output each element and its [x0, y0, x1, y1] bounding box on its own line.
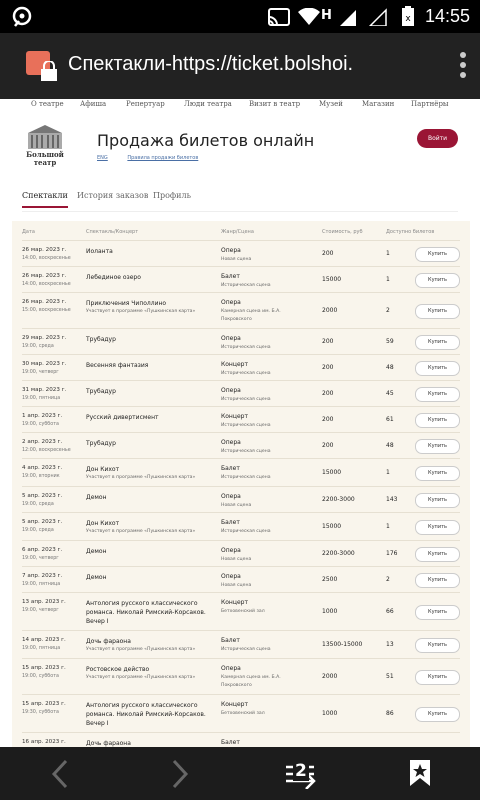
row-time: 15:00, воскресенье [22, 308, 71, 313]
col-price: Стоимость, руб [322, 229, 363, 235]
back-icon[interactable] [50, 759, 70, 789]
row-date: 2 апр. 2023 г. [22, 439, 63, 445]
lock-icon [40, 61, 58, 81]
row-date: 15 апр. 2023 г. [22, 665, 66, 671]
clock: 14:55 [424, 6, 470, 26]
row-genre: Опера [221, 387, 241, 394]
buy-button[interactable]: Купить [415, 335, 460, 350]
row-title: Трубадур [86, 440, 116, 447]
nav-link[interactable]: Партнёры [411, 100, 449, 108]
row-pushkin-note: Участвует в программе «Пушкинская карта» [86, 675, 196, 680]
row-venue: Историческая сцена [221, 475, 271, 480]
row-price: 2000 [322, 673, 338, 680]
buy-button[interactable]: Купить [415, 573, 460, 588]
table-row [22, 406, 460, 433]
row-genre: Опера [221, 299, 241, 306]
buy-button[interactable]: Купить [415, 670, 460, 685]
row-pushkin-note: Участвует в программе «Пушкинская карта» [86, 529, 196, 534]
row-title: Приключения Чиполлино [86, 300, 167, 307]
browser-title-bar [0, 33, 480, 99]
row-available: 1 [386, 276, 390, 283]
row-time: 19:00, четверг [22, 556, 59, 561]
lang-link[interactable]: ENG [97, 155, 108, 161]
row-genre: Концерт [221, 701, 248, 708]
row-date: 7 апр. 2023 г. [22, 573, 63, 579]
row-time: 14:00, воскресенье [22, 256, 71, 261]
col-available: Доступно билетов [386, 229, 435, 235]
row-title: Трубадур [86, 388, 116, 395]
row-price: 15000 [322, 523, 342, 530]
buy-button[interactable]: Купить [415, 273, 460, 288]
row-available: 2 [386, 576, 390, 583]
row-time: 19:00, пятница [22, 396, 61, 401]
buy-button[interactable]: Купить [415, 466, 460, 481]
row-price: 2200-3000 [322, 496, 355, 503]
row-title: Дон Кихот [86, 466, 120, 473]
row-time: 12:00, воскресенье [22, 448, 71, 453]
row-available: 48 [386, 442, 394, 449]
row-venue: Камерная сцена им. Б.А. Покровского [221, 675, 281, 688]
row-time: 19:00, суббота [22, 422, 59, 427]
row-genre: Опера [221, 547, 241, 554]
header-links [97, 155, 216, 161]
row-date: 29 мар. 2023 г. [22, 335, 67, 341]
table-row [22, 266, 460, 293]
logo-text: Большой театр [26, 150, 64, 167]
site-top-nav [0, 99, 480, 117]
table-row [22, 458, 460, 487]
row-date: 15 апр. 2023 г. [22, 701, 66, 707]
row-title: Весенняя фантазия [86, 362, 149, 369]
table-row [22, 292, 460, 329]
row-genre: Балет [221, 637, 240, 644]
row-date: 26 мар. 2023 г. [22, 273, 67, 279]
table-row [22, 592, 460, 631]
row-date: 5 апр. 2023 г. [22, 493, 63, 499]
buy-button[interactable]: Купить [415, 638, 460, 653]
table-row [22, 732, 460, 747]
row-date: 13 апр. 2023 г. [22, 599, 66, 605]
web-page [0, 99, 480, 747]
row-genre: Концерт [221, 361, 248, 368]
row-date: 30 мар. 2023 г. [22, 361, 67, 367]
row-genre: Опера [221, 335, 241, 342]
row-genre: Концерт [221, 599, 248, 606]
row-date: 26 мар. 2023 г. [22, 247, 67, 253]
row-genre: Опера [221, 665, 241, 672]
row-date: 31 мар. 2023 г. [22, 387, 67, 393]
table-row [22, 658, 460, 695]
row-genre: Опера [221, 493, 241, 500]
row-venue: Историческая сцена [221, 371, 271, 376]
nav-link[interactable]: Репертуар [126, 100, 165, 108]
row-available: 66 [386, 608, 394, 615]
col-date: Дата [22, 229, 35, 235]
row-price: 200 [322, 364, 334, 371]
network-type-label: H [321, 8, 332, 23]
row-venue: Историческая сцена [221, 283, 271, 288]
signal-icon-2 [368, 8, 388, 26]
row-genre: Опера [221, 247, 241, 254]
row-available: 13 [386, 641, 394, 648]
row-price: 200 [322, 416, 334, 423]
row-available: 2 [386, 307, 390, 314]
buy-button[interactable]: Купить [415, 439, 460, 454]
buy-button[interactable]: Купить [415, 413, 460, 428]
page-heading: Продажа билетов онлайн [97, 131, 315, 150]
row-time: 19:00, среда [22, 502, 54, 507]
app-notification-icon [12, 6, 34, 28]
row-price: 2500 [322, 576, 338, 583]
buy-button[interactable]: Купить [415, 493, 460, 508]
row-title: Демон [86, 494, 107, 501]
nav-link[interactable]: О театре [31, 100, 64, 108]
row-available: 86 [386, 710, 394, 717]
row-venue: Новая сцена [221, 557, 252, 562]
row-available: 143 [386, 496, 398, 503]
row-time: 19:00, четверг [22, 370, 59, 375]
row-title: Антология русского классического романса. Николай Римский-Корсаков. Вечер I [86, 600, 206, 625]
row-available: 1 [386, 523, 390, 530]
buy-button[interactable]: Купить [415, 304, 460, 319]
nav-link[interactable]: Визит в театр [249, 100, 301, 108]
table-row [22, 380, 460, 407]
row-available: 45 [386, 390, 394, 397]
row-price: 2000 [322, 307, 338, 314]
row-price: 200 [322, 338, 334, 345]
row-pushkin-note: Участвует в программе «Пушкинская карта» [86, 647, 196, 652]
nav-link[interactable]: Магазин [362, 100, 395, 108]
row-genre: Балет [221, 465, 240, 472]
col-genre: Жанр/Сцена [221, 229, 254, 235]
nav-link[interactable]: Люди театра [184, 100, 232, 108]
row-price: 15000 [322, 469, 342, 476]
table-row [22, 630, 460, 659]
row-genre: Балет [221, 519, 240, 526]
row-title: Дочь фараона [86, 638, 131, 645]
row-date: 5 апр. 2023 г. [22, 519, 63, 525]
row-venue: Историческая сцена [221, 449, 271, 454]
row-title: Демон [86, 548, 107, 555]
col-title: Спектакль/Концерт [86, 229, 139, 235]
battery-icon [402, 6, 414, 26]
row-genre: Концерт [221, 413, 248, 420]
row-venue: Историческая сцена [221, 423, 271, 428]
overflow-menu-icon[interactable] [460, 51, 466, 79]
row-genre: Опера [221, 439, 241, 446]
row-venue: Бетховенский зал [221, 609, 265, 614]
row-price: 200 [322, 250, 334, 257]
tab-performances[interactable]: Спектакли [22, 191, 68, 208]
row-price: 13500-15000 [322, 641, 363, 648]
tab-profile[interactable]: Профиль [153, 191, 191, 200]
row-time: 19:30, суббота [22, 710, 59, 715]
row-venue: Новая сцена [221, 257, 252, 262]
row-time: 19:00, среда [22, 528, 54, 533]
row-available: 1 [386, 469, 390, 476]
bookmark-icon[interactable] [409, 759, 431, 787]
row-title: Дочь фараона [86, 740, 131, 747]
forward-icon[interactable] [170, 759, 190, 789]
performances-table [12, 221, 470, 747]
row-date: 16 апр. 2023 г. [22, 739, 66, 745]
buy-button[interactable]: Купить [415, 361, 460, 376]
cast-icon [268, 8, 290, 26]
row-date: 26 мар. 2023 г. [22, 299, 67, 305]
nav-link[interactable]: Музей [319, 100, 343, 108]
table-row [22, 540, 460, 567]
tabs-button[interactable] [284, 759, 316, 789]
tabs-count: 2 [295, 761, 307, 781]
row-title: Ростовское действо [86, 666, 150, 673]
row-price: 1000 [322, 710, 338, 717]
row-time: 19:00, среда [22, 344, 54, 349]
table-row [22, 512, 460, 541]
row-time: 19:00, вторник [22, 474, 60, 479]
row-venue: Историческая сцена [221, 397, 271, 402]
buy-button[interactable]: Купить [415, 707, 460, 722]
buy-button[interactable]: Купить [415, 387, 460, 402]
row-title: Лебединое озеро [86, 274, 141, 281]
row-available: 59 [386, 338, 394, 345]
row-venue: Камерная сцена им. Б.А. Покровского [221, 309, 281, 322]
table-row [22, 694, 460, 733]
login-button[interactable]: Войти [417, 129, 458, 148]
row-title: Демон [86, 574, 107, 581]
buy-button[interactable]: Купить [415, 247, 460, 262]
browser-nav-bar [0, 747, 480, 800]
row-time: 14:00, воскресенье [22, 282, 71, 287]
row-time: 19:00, пятница [22, 582, 61, 587]
buy-button[interactable]: Купить [415, 605, 460, 620]
row-available: 1 [386, 250, 390, 257]
row-genre: Опера [221, 573, 241, 580]
row-available: 51 [386, 673, 394, 680]
nav-link[interactable]: Афиша [80, 100, 107, 108]
row-date: 14 апр. 2023 г. [22, 637, 66, 643]
tab-divider [22, 211, 458, 212]
row-date: 4 апр. 2023 г. [22, 465, 63, 471]
row-price: 200 [322, 390, 334, 397]
row-title: Трубадур [86, 336, 116, 343]
wifi-icon [298, 8, 320, 26]
table-row [22, 432, 460, 459]
row-date: 6 апр. 2023 г. [22, 547, 63, 553]
row-venue: Историческая сцена [221, 345, 271, 350]
page-title: Спектакли-https://ticket.bolshoi. [68, 53, 354, 75]
row-title: Антология русского классического романса. Николай Римский-Корсаков. Вечер I [86, 702, 206, 727]
row-available: 48 [386, 364, 394, 371]
table-row [22, 240, 460, 267]
row-time: 19:00, четверг [22, 608, 59, 613]
row-price: 15000 [322, 276, 342, 283]
row-price: 2200-3000 [322, 550, 355, 557]
row-venue: Историческая сцена [221, 647, 271, 652]
table-row [22, 566, 460, 593]
row-available: 176 [386, 550, 398, 557]
row-available: 61 [386, 416, 394, 423]
row-price: 1000 [322, 608, 338, 615]
buy-button[interactable]: Купить [415, 520, 460, 535]
row-venue: Новая сцена [221, 503, 252, 508]
table-row [22, 328, 460, 355]
row-date: 1 апр. 2023 г. [22, 413, 63, 419]
row-title: Дон Кихот [86, 520, 120, 527]
row-title: Русский дивертисмент [86, 414, 159, 421]
svg-text:x: x [405, 14, 411, 24]
row-venue: Новая сцена [221, 583, 252, 588]
row-venue: Историческая сцена [221, 529, 271, 534]
table-row [22, 486, 460, 513]
table-row [22, 354, 460, 381]
row-pushkin-note: Участвует в программе «Пушкинская карта» [86, 475, 196, 480]
row-price: 200 [322, 442, 334, 449]
rules-link[interactable]: Правила продажи билетов [127, 155, 199, 161]
signal-icon [338, 8, 358, 26]
row-pushkin-note: Участвует в программе «Пушкинская карта» [86, 309, 196, 314]
buy-button[interactable]: Купить [415, 547, 460, 562]
row-genre: Балет [221, 739, 240, 746]
status-bar [0, 0, 480, 33]
row-venue: Бетховенский зал [221, 711, 265, 716]
row-time: 19:00, пятница [22, 646, 61, 651]
row-title: Иоланта [86, 248, 113, 255]
row-time: 19:00, суббота [22, 674, 59, 679]
row-genre: Балет [221, 273, 240, 280]
tab-order-history[interactable]: История заказов [77, 191, 149, 200]
